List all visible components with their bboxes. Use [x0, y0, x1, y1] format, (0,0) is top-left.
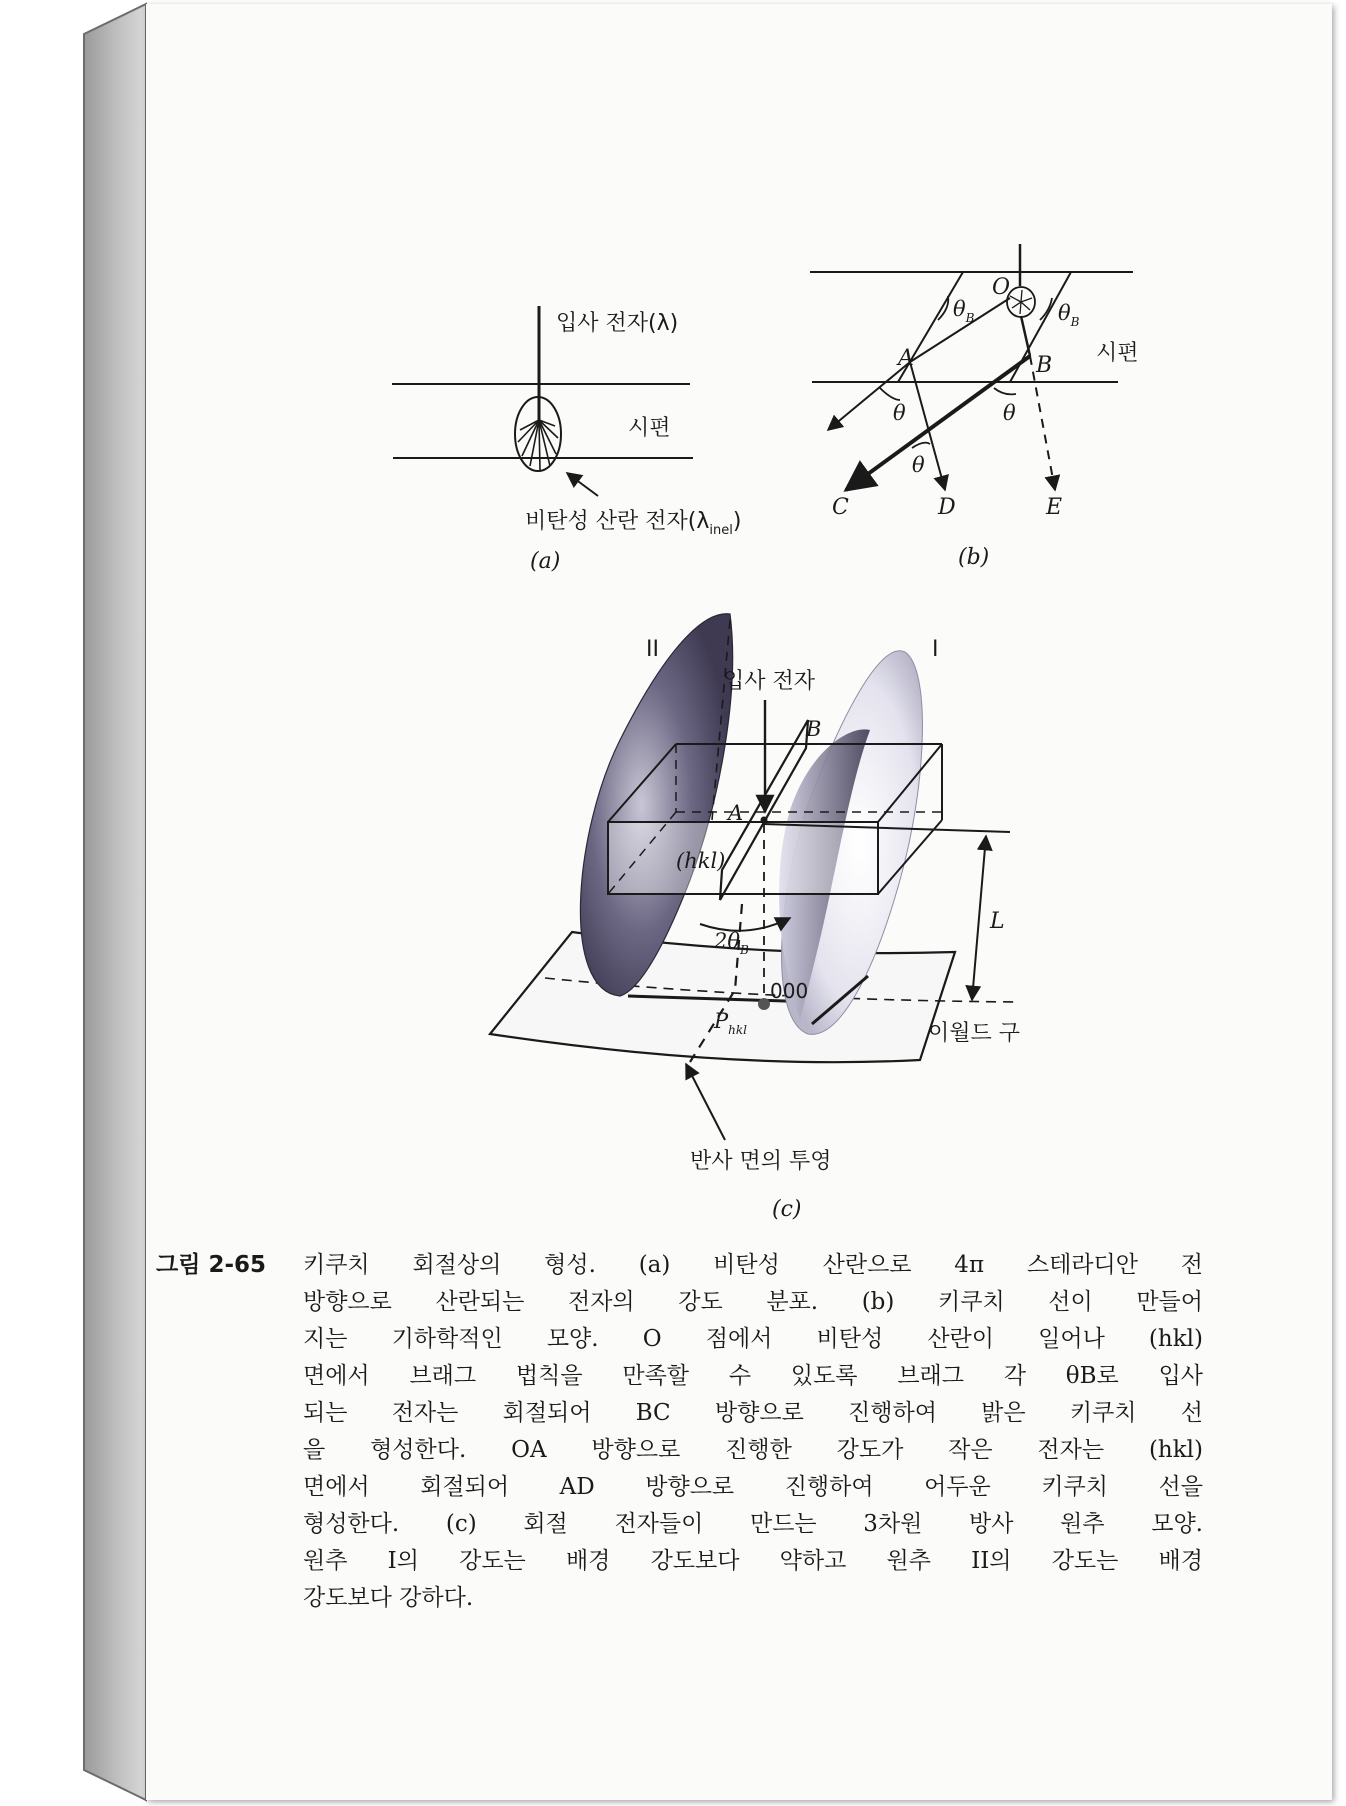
projection-pointer: [686, 1064, 725, 1140]
caption-label: 그림 2-65: [156, 1252, 266, 1278]
theta-1: θ: [893, 401, 906, 425]
ray-OB: [1021, 316, 1030, 356]
point-B-c: B: [806, 717, 822, 741]
theta-b-right: $\theta_B$: [1058, 301, 1080, 329]
spot-000-label: 000: [770, 979, 809, 1003]
point-O: O: [992, 275, 1011, 300]
theta-arc-3: [912, 443, 930, 448]
panel-b-label: (b): [958, 545, 990, 570]
incident-electron-label: 입사 전자(λ): [556, 311, 679, 336]
cone-II: [580, 614, 732, 996]
caption-line: 을 형성한다. OA 방향으로 진행한 강도가 작은 전자는 (hkl): [303, 1437, 1203, 1463]
specimen-label-a: 시편: [628, 416, 671, 441]
cone-II-label: II: [646, 637, 659, 662]
panel-a-label: (a): [530, 549, 561, 574]
theta-arc-1: [880, 388, 900, 400]
L-dimension: [972, 836, 986, 1000]
point-B: B: [1036, 353, 1053, 378]
scatter-rays-b: [1010, 290, 1032, 314]
p-hkl-label: $P_{hkl}$: [714, 1009, 747, 1037]
panel-b: [810, 244, 1139, 570]
caption-line: 형성한다. (c) 회절 전자들이 만드는 3차원 방사 원추 모양.: [303, 1511, 1203, 1537]
two-theta-label: $2\theta_B$: [714, 929, 749, 957]
projection-label: 반사 면의 투영: [690, 1149, 832, 1174]
L-label: L: [990, 909, 1005, 934]
caption-line: 강도보다 강하다.: [303, 1585, 474, 1611]
theta-arc-2: [994, 388, 1016, 394]
point-C: C: [832, 495, 849, 520]
spot-P-hkl: [758, 998, 770, 1010]
point-A-c: A: [728, 801, 744, 825]
point-D: D: [938, 495, 956, 520]
panel-c: [490, 614, 1020, 1222]
caption-line: 원추 I의 강도는 배경 강도보다 약하고 원추 II의 강도는 배경: [303, 1548, 1203, 1574]
panel-a: [392, 306, 741, 574]
caption-line: 면에서 브래그 법칙을 만족할 수 있도록 브래그 각 θB로 입사: [303, 1363, 1203, 1389]
theta-b-left: $\theta_B$: [953, 297, 975, 325]
incident-electron-label-c: 입사 전자: [723, 669, 816, 694]
cone-I-label: I: [932, 637, 939, 662]
inelastic-electron-label: 비탄성 산란 전자$(\lambda_{inel})$: [525, 509, 742, 538]
caption-line: 방향으로 산란되는 전자의 강도 분포. (b) 키쿠치 선이 만들어: [303, 1289, 1203, 1315]
caption-line: 면에서 회절되어 AD 방향으로 진행하여 어두운 키쿠치 선을: [303, 1474, 1203, 1500]
caption-line: 키쿠치 회절상의 형성. (a) 비탄성 산란으로 4π 스테라디안 전: [303, 1252, 1203, 1278]
panel-c-label: (c): [772, 1197, 802, 1222]
caption-line: 되는 전자는 회절되어 BC 방향으로 진행하여 밝은 키쿠치 선: [303, 1400, 1203, 1426]
point-A: A: [898, 346, 914, 371]
specimen-label-b: 시편: [1096, 341, 1139, 366]
theta-3: θ: [912, 453, 925, 477]
scatter-point-A: [761, 817, 768, 824]
theta-2: θ: [1003, 401, 1016, 425]
point-E: E: [1046, 495, 1063, 520]
caption-line: 지는 기하학적인 모양. O 점에서 비탄성 산란이 일어나 (hkl): [303, 1326, 1203, 1352]
inelastic-pointer-arrow: [567, 473, 598, 496]
hkl-label: (hkl): [676, 849, 726, 873]
caption-text: [303, 1247, 1203, 1617]
ewald-sphere-label: 이월드 구: [928, 1021, 1021, 1046]
